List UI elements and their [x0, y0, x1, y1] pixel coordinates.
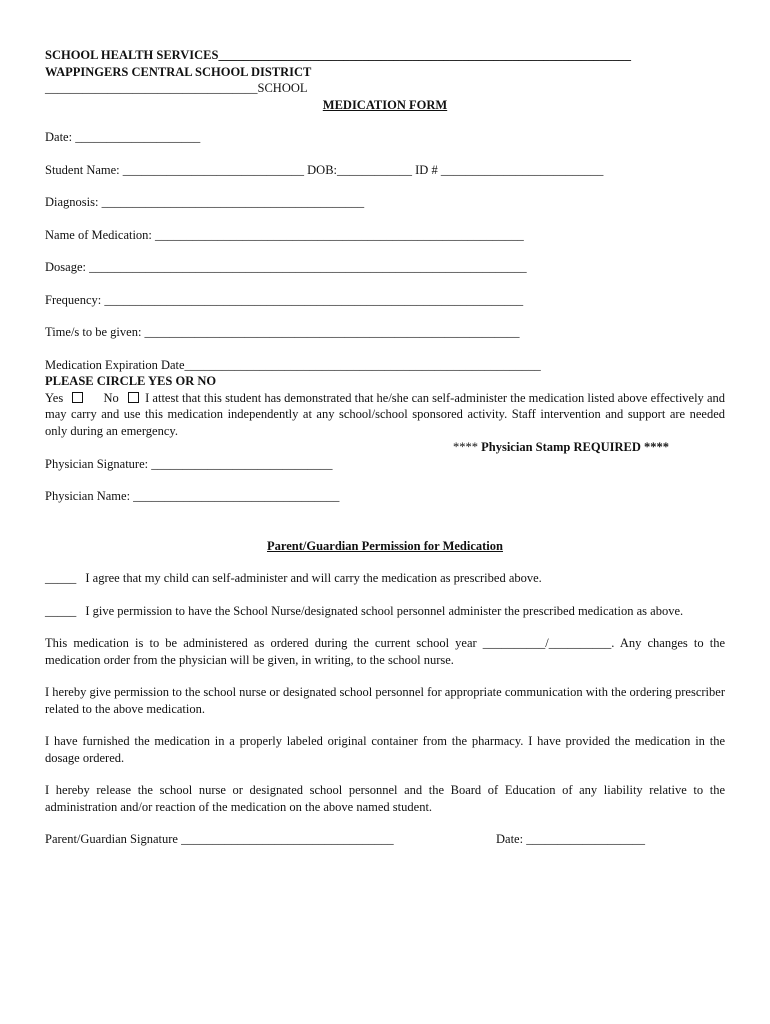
times-field[interactable]: Time/s to be given: ____________________________________________________________ [45, 325, 520, 339]
communication-paragraph: I hereby give permission to the school nurse or designated school personnel for appropriate communication with the ordering prescriber related to the above medication. [45, 685, 725, 716]
circle-heading: PLEASE CIRCLE YES OR NO [45, 374, 217, 388]
parent-signature-row [45, 831, 725, 848]
header-school-health-services: SCHOOL HEALTH SERVICES__________________________________________________________________ [45, 48, 631, 62]
parent-date-field[interactable]: Date: ___________________ [496, 832, 645, 846]
agree1-blank[interactable]: _____ [45, 571, 77, 585]
no-checkbox[interactable] [128, 392, 139, 403]
no-label: No [103, 390, 119, 405]
physician-stamp-note [45, 439, 725, 456]
parent-signature-field[interactable]: Parent/Guardian Signature __________________________________ [45, 832, 394, 846]
medication-name-field[interactable]: Name of Medication: ___________________________________________________________ [45, 227, 524, 242]
header-district-name: WAPPINGERS CENTRAL SCHOOL DISTRICT [45, 64, 312, 79]
self-administer-agreement [45, 570, 725, 587]
agree2-text: I give permission to have the School Nurse/designated school personnel administer the prescribed medication as above. [85, 603, 684, 618]
stamp-required-text: Physician Stamp REQUIRED **** [481, 440, 669, 454]
date-field[interactable]: Date: ____________________ [45, 130, 201, 144]
liability-release-paragraph: I hereby release the school nurse or designated school personnel and the Board of Education of any liability relative to the administration and/or reaction of the medication on the above named student. [45, 783, 725, 814]
physician-name-field[interactable]: Physician Name: _________________________________ [45, 489, 340, 503]
self-administer-statement [45, 390, 725, 440]
dosage-field[interactable]: Dosage: ______________________________________________________________________ [45, 260, 527, 274]
student-info-field[interactable]: Student Name: _____________________________ DOB:____________ ID # __________________________ [45, 162, 604, 177]
header-school-line: __________________________________SCHOOL [45, 81, 308, 95]
yes-checkbox[interactable] [72, 392, 83, 403]
furnished-medication-paragraph: I have furnished the medication in a properly labeled original container from the pharmacy. I have provided the medication in the dosage ordered. [45, 734, 725, 765]
agree2-blank[interactable]: _____ [45, 603, 77, 618]
nurse-administer-agreement [45, 603, 725, 620]
physician-signature-field[interactable]: Physician Signature: _____________________________ [45, 456, 333, 471]
school-year-paragraph: This medication is to be administered as ordered during the current school year __________/__________. Any changes to the medication order from the physician will be given, in writing, to the school nurse. [45, 636, 725, 667]
frequency-field[interactable]: Frequency: ___________________________________________________________________ [45, 292, 524, 307]
form-title: MEDICATION FORM [322, 97, 448, 112]
agree1-text: I agree that my child can self-administer and will carry the medication as prescribed above. [85, 571, 542, 585]
medication-form-page [45, 47, 725, 848]
yes-label: Yes [45, 390, 64, 405]
diagnosis-field[interactable]: Diagnosis: __________________________________________ [45, 195, 365, 209]
parent-permission-title: Parent/Guardian Permission for Medication [267, 538, 503, 553]
stamp-stars: **** [453, 440, 478, 454]
expiration-field[interactable]: Medication Expiration Date_________________________________________________________ [45, 357, 541, 372]
attest-text: I attest that this student has demonstrated that he/she can self-administer the medication listed above effectively and may carry and use this medication independently at any school/school sponsored activity. Staff intervention and support are needed only during an emergency. [45, 390, 726, 438]
